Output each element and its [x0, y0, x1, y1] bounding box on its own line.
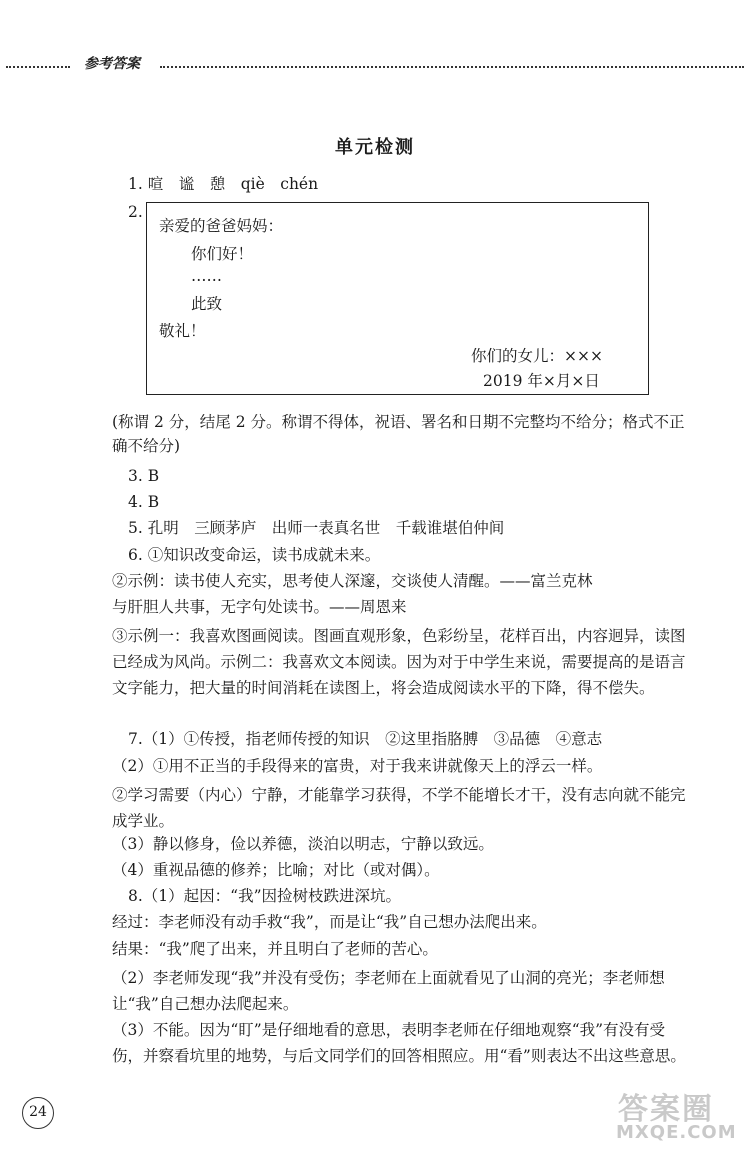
letter-closing-2: 敬礼！	[159, 322, 206, 340]
header-dotted-rule-right	[160, 66, 744, 68]
letter-ellipsis: ……	[191, 267, 222, 285]
header-dotted-rule-left	[6, 66, 70, 68]
letter-salutation: 亲爱的爸爸妈妈：	[159, 217, 284, 235]
answer-5: 5. 孔明 三顾茅庐 出师一表真名世 千载谁堪伯仲间	[128, 519, 505, 537]
header-label: 参考答案	[84, 56, 140, 72]
letter-closing-1: 此致	[191, 295, 223, 313]
answer-8-1c: 结果：“我”爬了出来，并且明白了老师的苦心。	[112, 940, 438, 958]
answer-1: 1. 喧 谧 憩 qiè chén	[128, 175, 319, 193]
answer-2-number: 2.	[128, 203, 143, 221]
letter-greeting: 你们好！	[191, 245, 254, 263]
answer-3: 3. B	[128, 467, 160, 485]
answer-7-3: （3）静以修身，俭以养德，淡泊以明志，宁静以致远。	[112, 835, 494, 853]
page-header	[0, 52, 750, 76]
answer-2-note: (称谓 2 分，结尾 2 分。称谓不得体，祝语、署名和日期不完整均不给分；格式不正确不给分)	[112, 413, 685, 455]
answer-8-3: （3）不能。因为“盯”是仔细地看的意思，表明李老师在仔细地观察“我”有没有受伤，并察看坑里的地势，与后文同学们的回答相照应。用“看”则表达不出这些意思。	[112, 1021, 686, 1065]
answer-6-3: ③示例一：我喜欢图画阅读。图画直观形象，色彩纷呈，花样百出，内容迥异，读图已经成为风尚。示例二：我喜欢文本阅读。因为对于中学生来说，需要提高的是语言文字能力，把大量的时间消耗在读图上，将会造成阅读水平的下降，得不偿失。	[112, 627, 686, 697]
answer-8-2: （2）李老师发现“我”并没有受伤；李老师在上面就看见了山洞的亮光；李老师想让“我”自己想办法爬起来。	[112, 969, 665, 1013]
answer-7-2b: ②学习需要（内心）宁静，才能靠学习获得，不学不能增长才干，没有志向就不能完成学业。	[112, 786, 686, 830]
letter-signature: 你们的女儿：×××	[471, 347, 603, 365]
answer-7-1: 7.（1）①传授，指老师传授的知识 ②这里指胳膊 ③品德 ④意志	[128, 730, 603, 748]
answer-7-2a: （2）①用不正当的手段得来的富贵，对于我来讲就像天上的浮云一样。	[112, 757, 603, 775]
letter-box	[146, 202, 649, 395]
letter-date: 2019 年×月×日	[483, 372, 600, 390]
watermark-text-1: 答案圈	[618, 1092, 714, 1127]
page-number-badge	[22, 1097, 54, 1129]
answer-8-1b: 经过：李老师没有动手救“我”，而是让“我”自己想办法爬出来。	[112, 913, 547, 931]
watermark-logo	[608, 1080, 738, 1146]
answer-7-4: （4）重视品德的修养；比喻；对比（或对偶）。	[112, 861, 440, 879]
watermark-text-2: MXQE.COM	[616, 1122, 737, 1143]
answer-6-2b: 与肝胆人共事，无字句处读书。——周恩来	[112, 598, 407, 616]
answer-8-1a: 8.（1）起因：“我”因捡树枝跌进深坑。	[128, 887, 401, 905]
section-title: 单元检测	[335, 137, 415, 158]
answer-4: 4. B	[128, 493, 160, 511]
answer-6: 6. ①知识改变命运，读书成就未来。	[128, 546, 381, 564]
page-number: 24	[29, 1104, 47, 1120]
answer-6-2a: ②示例：读书使人充实，思考使人深邃，交谈使人清醒。——富兰克林	[112, 572, 593, 590]
